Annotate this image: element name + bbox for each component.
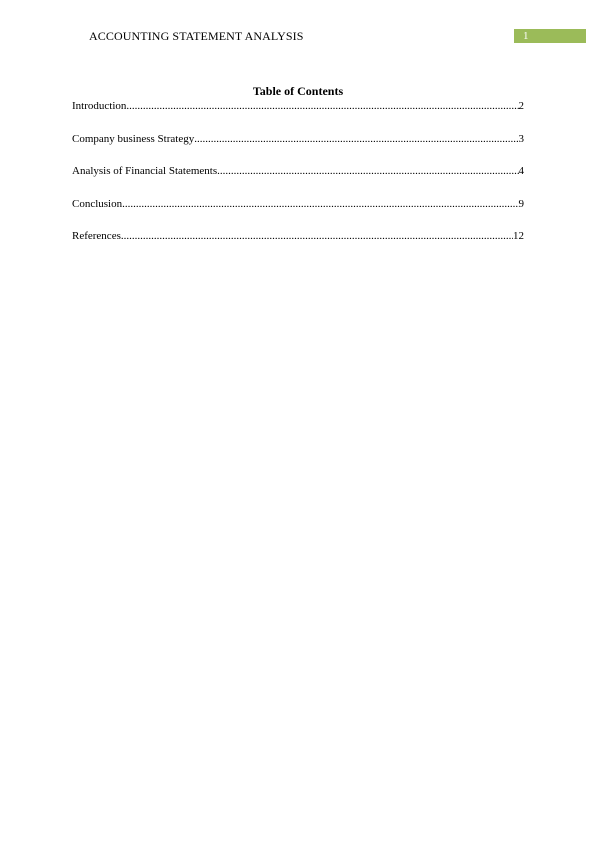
toc-entry-label: References xyxy=(72,230,121,242)
toc-entry-company-business-strategy[interactable] xyxy=(72,131,524,147)
dot-leader xyxy=(121,228,513,244)
dot-leader xyxy=(122,196,518,212)
page-number: 1 xyxy=(523,30,529,42)
toc-entry-page: 4 xyxy=(518,165,524,177)
toc-entry-page: 2 xyxy=(518,100,524,112)
toc-entry-label: Analysis of Financial Statements xyxy=(72,165,218,177)
toc-entry-analysis-of-financial-statements[interactable] xyxy=(72,163,524,179)
toc-entry-label: Company business Strategy xyxy=(72,132,195,145)
dot-leader xyxy=(126,98,518,114)
toc-entry-page: 12 xyxy=(513,230,524,242)
dot-leader xyxy=(217,163,518,179)
running-header-title: ACCOUNTING STATEMENT ANALYSIS xyxy=(89,29,304,43)
toc-entry-conclusion[interactable] xyxy=(72,196,524,212)
toc-entry-page: 3 xyxy=(518,132,524,145)
toc-entry-page: 9 xyxy=(518,197,524,210)
table-of-contents xyxy=(72,98,524,261)
toc-entry-label: Conclusion xyxy=(72,197,123,210)
toc-entry-references[interactable] xyxy=(72,228,524,244)
toc-entry-label: Introduction xyxy=(72,100,127,112)
toc-entry-introduction[interactable] xyxy=(72,98,524,114)
dot-leader xyxy=(194,131,518,147)
page-number-badge xyxy=(514,29,586,43)
toc-heading: Table of Contents xyxy=(252,84,344,98)
